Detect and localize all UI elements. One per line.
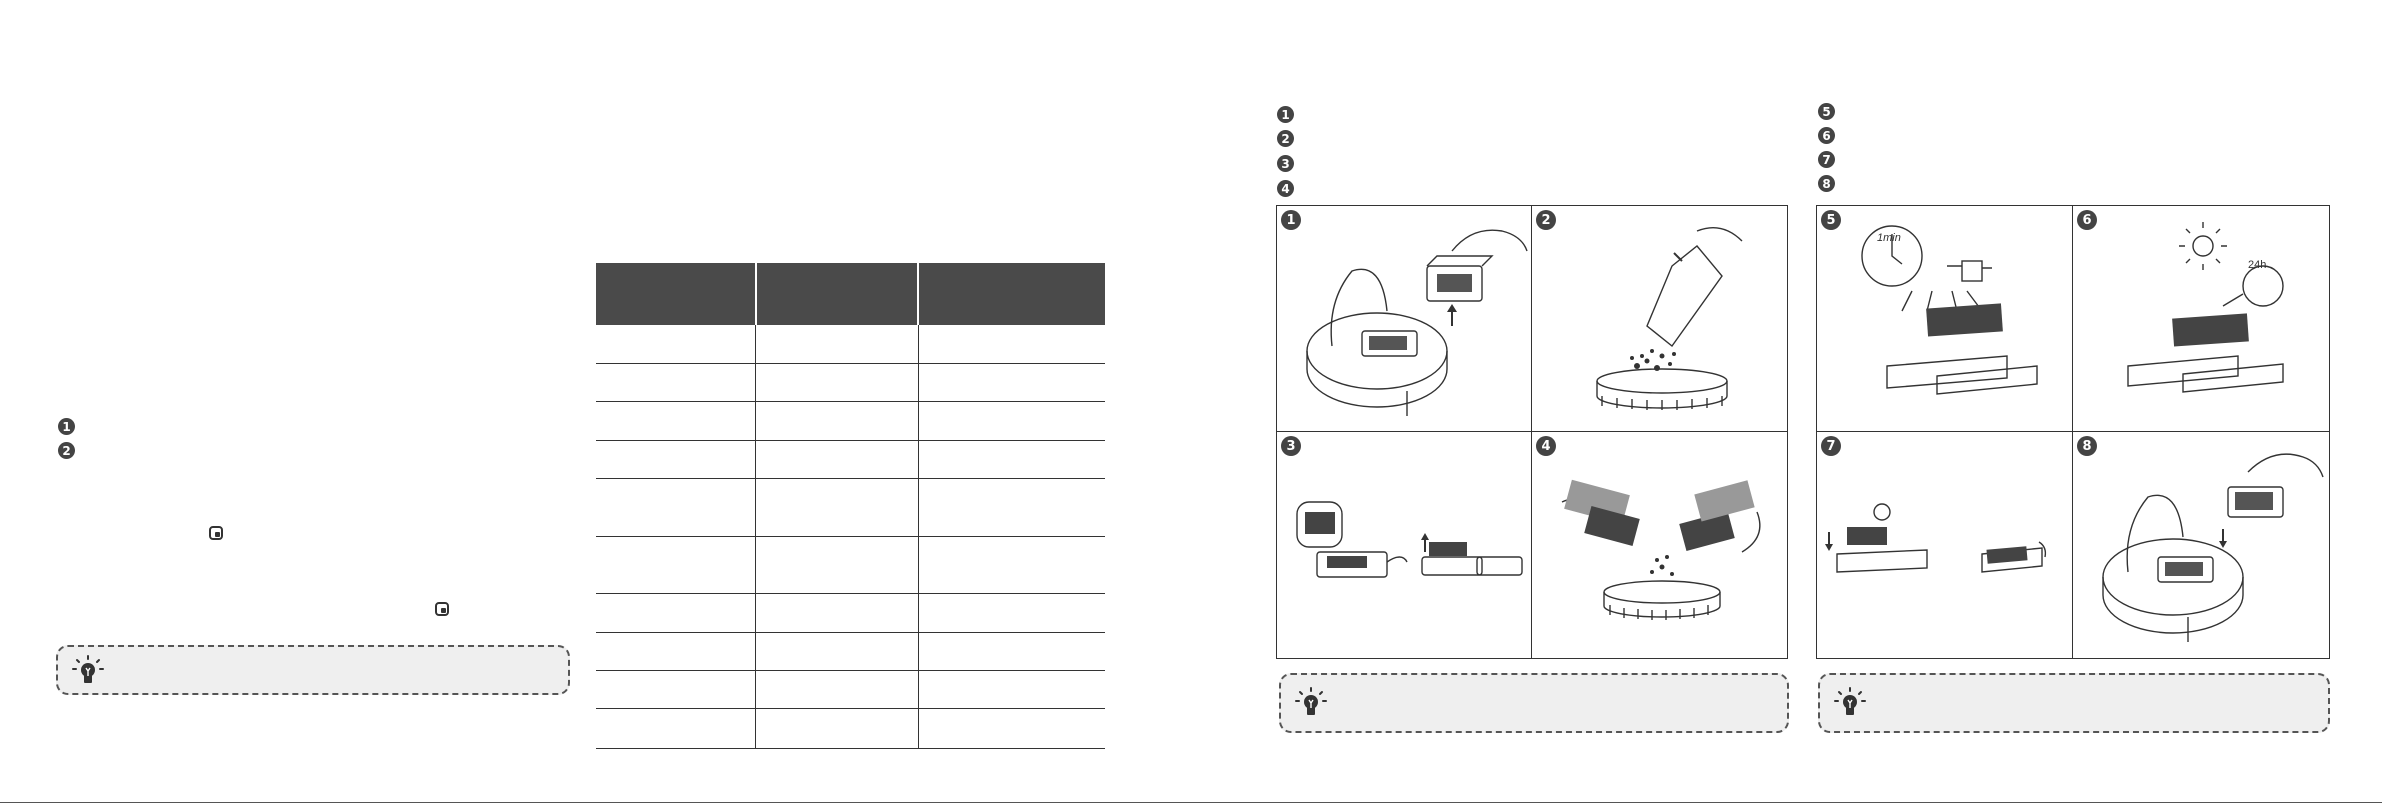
- table-row: [596, 363, 1105, 401]
- table-cell: [596, 593, 756, 632]
- table-cell: [596, 708, 756, 748]
- panel-badge: 8: [2077, 436, 2097, 456]
- panel-badge: 6: [2077, 210, 2097, 230]
- rinse-filter-illustration: [1817, 206, 2072, 431]
- table-cell: [596, 670, 756, 708]
- tip-box: [1279, 673, 1789, 733]
- table-row: [596, 440, 1105, 478]
- step-badge-3: 3: [1277, 155, 1294, 172]
- table-cell: [918, 708, 1105, 748]
- table-row: [596, 536, 1105, 593]
- table-cell: [918, 363, 1105, 401]
- step-badge-8: 8: [1818, 175, 1835, 192]
- table-cell: [756, 632, 919, 670]
- step-badge-2: 2: [1277, 130, 1294, 147]
- step-badge-6: 6: [1818, 127, 1835, 144]
- dock-button-icon: [435, 602, 449, 616]
- dry-filter-illustration: [2073, 206, 2329, 431]
- diagram-panel-2: [1532, 206, 1787, 431]
- table-cell: [596, 325, 756, 363]
- tip-box: [56, 645, 570, 695]
- page-bottom-divider: [0, 802, 2382, 803]
- table-cell: [918, 536, 1105, 593]
- diagram-panel-4: [1532, 432, 1787, 658]
- lightbulb-icon: [1834, 687, 1866, 724]
- step-badge-2: 2: [58, 442, 75, 459]
- diagram-panel-6: [2073, 206, 2329, 431]
- dock-button-icon: [209, 526, 223, 540]
- lightbulb-icon: [1295, 687, 1327, 724]
- table-cell: [918, 401, 1105, 440]
- panel-badge: 7: [1821, 436, 1841, 456]
- table-cell: [756, 325, 919, 363]
- table-cell: [756, 536, 919, 593]
- table-cell: [918, 593, 1105, 632]
- table-cell: [596, 363, 756, 401]
- table-header-cell: [918, 263, 1105, 325]
- table-cell: [596, 478, 756, 536]
- table-cell: [918, 478, 1105, 536]
- table-row: [596, 632, 1105, 670]
- reassemble-filter-illustration: [1817, 432, 2072, 658]
- table-cell: [596, 401, 756, 440]
- spec-table: [596, 263, 1105, 749]
- step-badge-1: 1: [58, 418, 75, 435]
- table-cell: [596, 536, 756, 593]
- table-row: [596, 401, 1105, 440]
- table-cell: [918, 670, 1105, 708]
- step-badge-4: 4: [1277, 180, 1294, 197]
- table-header-cell: [596, 263, 756, 325]
- table-cell: [918, 632, 1105, 670]
- lightbulb-icon: [72, 655, 104, 692]
- panel-badge: 2: [1536, 210, 1556, 230]
- diagram-panel-1: [1277, 206, 1531, 431]
- panel-badge: 4: [1536, 436, 1556, 456]
- table-row: [596, 325, 1105, 363]
- step-badge-1: 1: [1277, 106, 1294, 123]
- table-cell: [756, 670, 919, 708]
- filter-separate-illustration: [1277, 432, 1531, 658]
- step-badge-5: 5: [1818, 103, 1835, 120]
- filter-knock-clean-illustration: [1532, 432, 1787, 658]
- table-cell: [756, 478, 919, 536]
- table-cell: [596, 632, 756, 670]
- diagram-grid-right: [1816, 205, 2330, 659]
- table-cell: [756, 363, 919, 401]
- reinsert-filter-illustration: [2073, 432, 2329, 658]
- table-row: [596, 708, 1105, 748]
- table-cell: [918, 440, 1105, 478]
- table-cell: [756, 708, 919, 748]
- filter-tap-bin-illustration: [1532, 206, 1787, 431]
- panel-badge: 3: [1281, 436, 1301, 456]
- tip-box: [1818, 673, 2330, 733]
- robot-filter-removal-illustration: [1277, 206, 1531, 431]
- panel6-label: 24h: [2248, 259, 2267, 271]
- table-row: [596, 670, 1105, 708]
- table-cell: [596, 440, 756, 478]
- table-header-cell: [756, 263, 919, 325]
- table-row: [596, 593, 1105, 632]
- table-cell: [918, 325, 1105, 363]
- diagram-grid-left: [1276, 205, 1788, 659]
- panel-badge: 1: [1281, 210, 1301, 230]
- step-badge-7: 7: [1818, 151, 1835, 168]
- diagram-panel-7: [1817, 432, 2072, 658]
- table-header-row: [596, 263, 1105, 325]
- panel-badge: 5: [1821, 210, 1841, 230]
- panel5-label: 1min: [1877, 232, 1901, 244]
- diagram-panel-8: [2073, 432, 2329, 658]
- table-cell: [756, 440, 919, 478]
- table-row: [596, 478, 1105, 536]
- diagram-panel-3: [1277, 432, 1531, 658]
- table-cell: [756, 593, 919, 632]
- diagram-panel-5: [1817, 206, 2072, 431]
- table-cell: [756, 401, 919, 440]
